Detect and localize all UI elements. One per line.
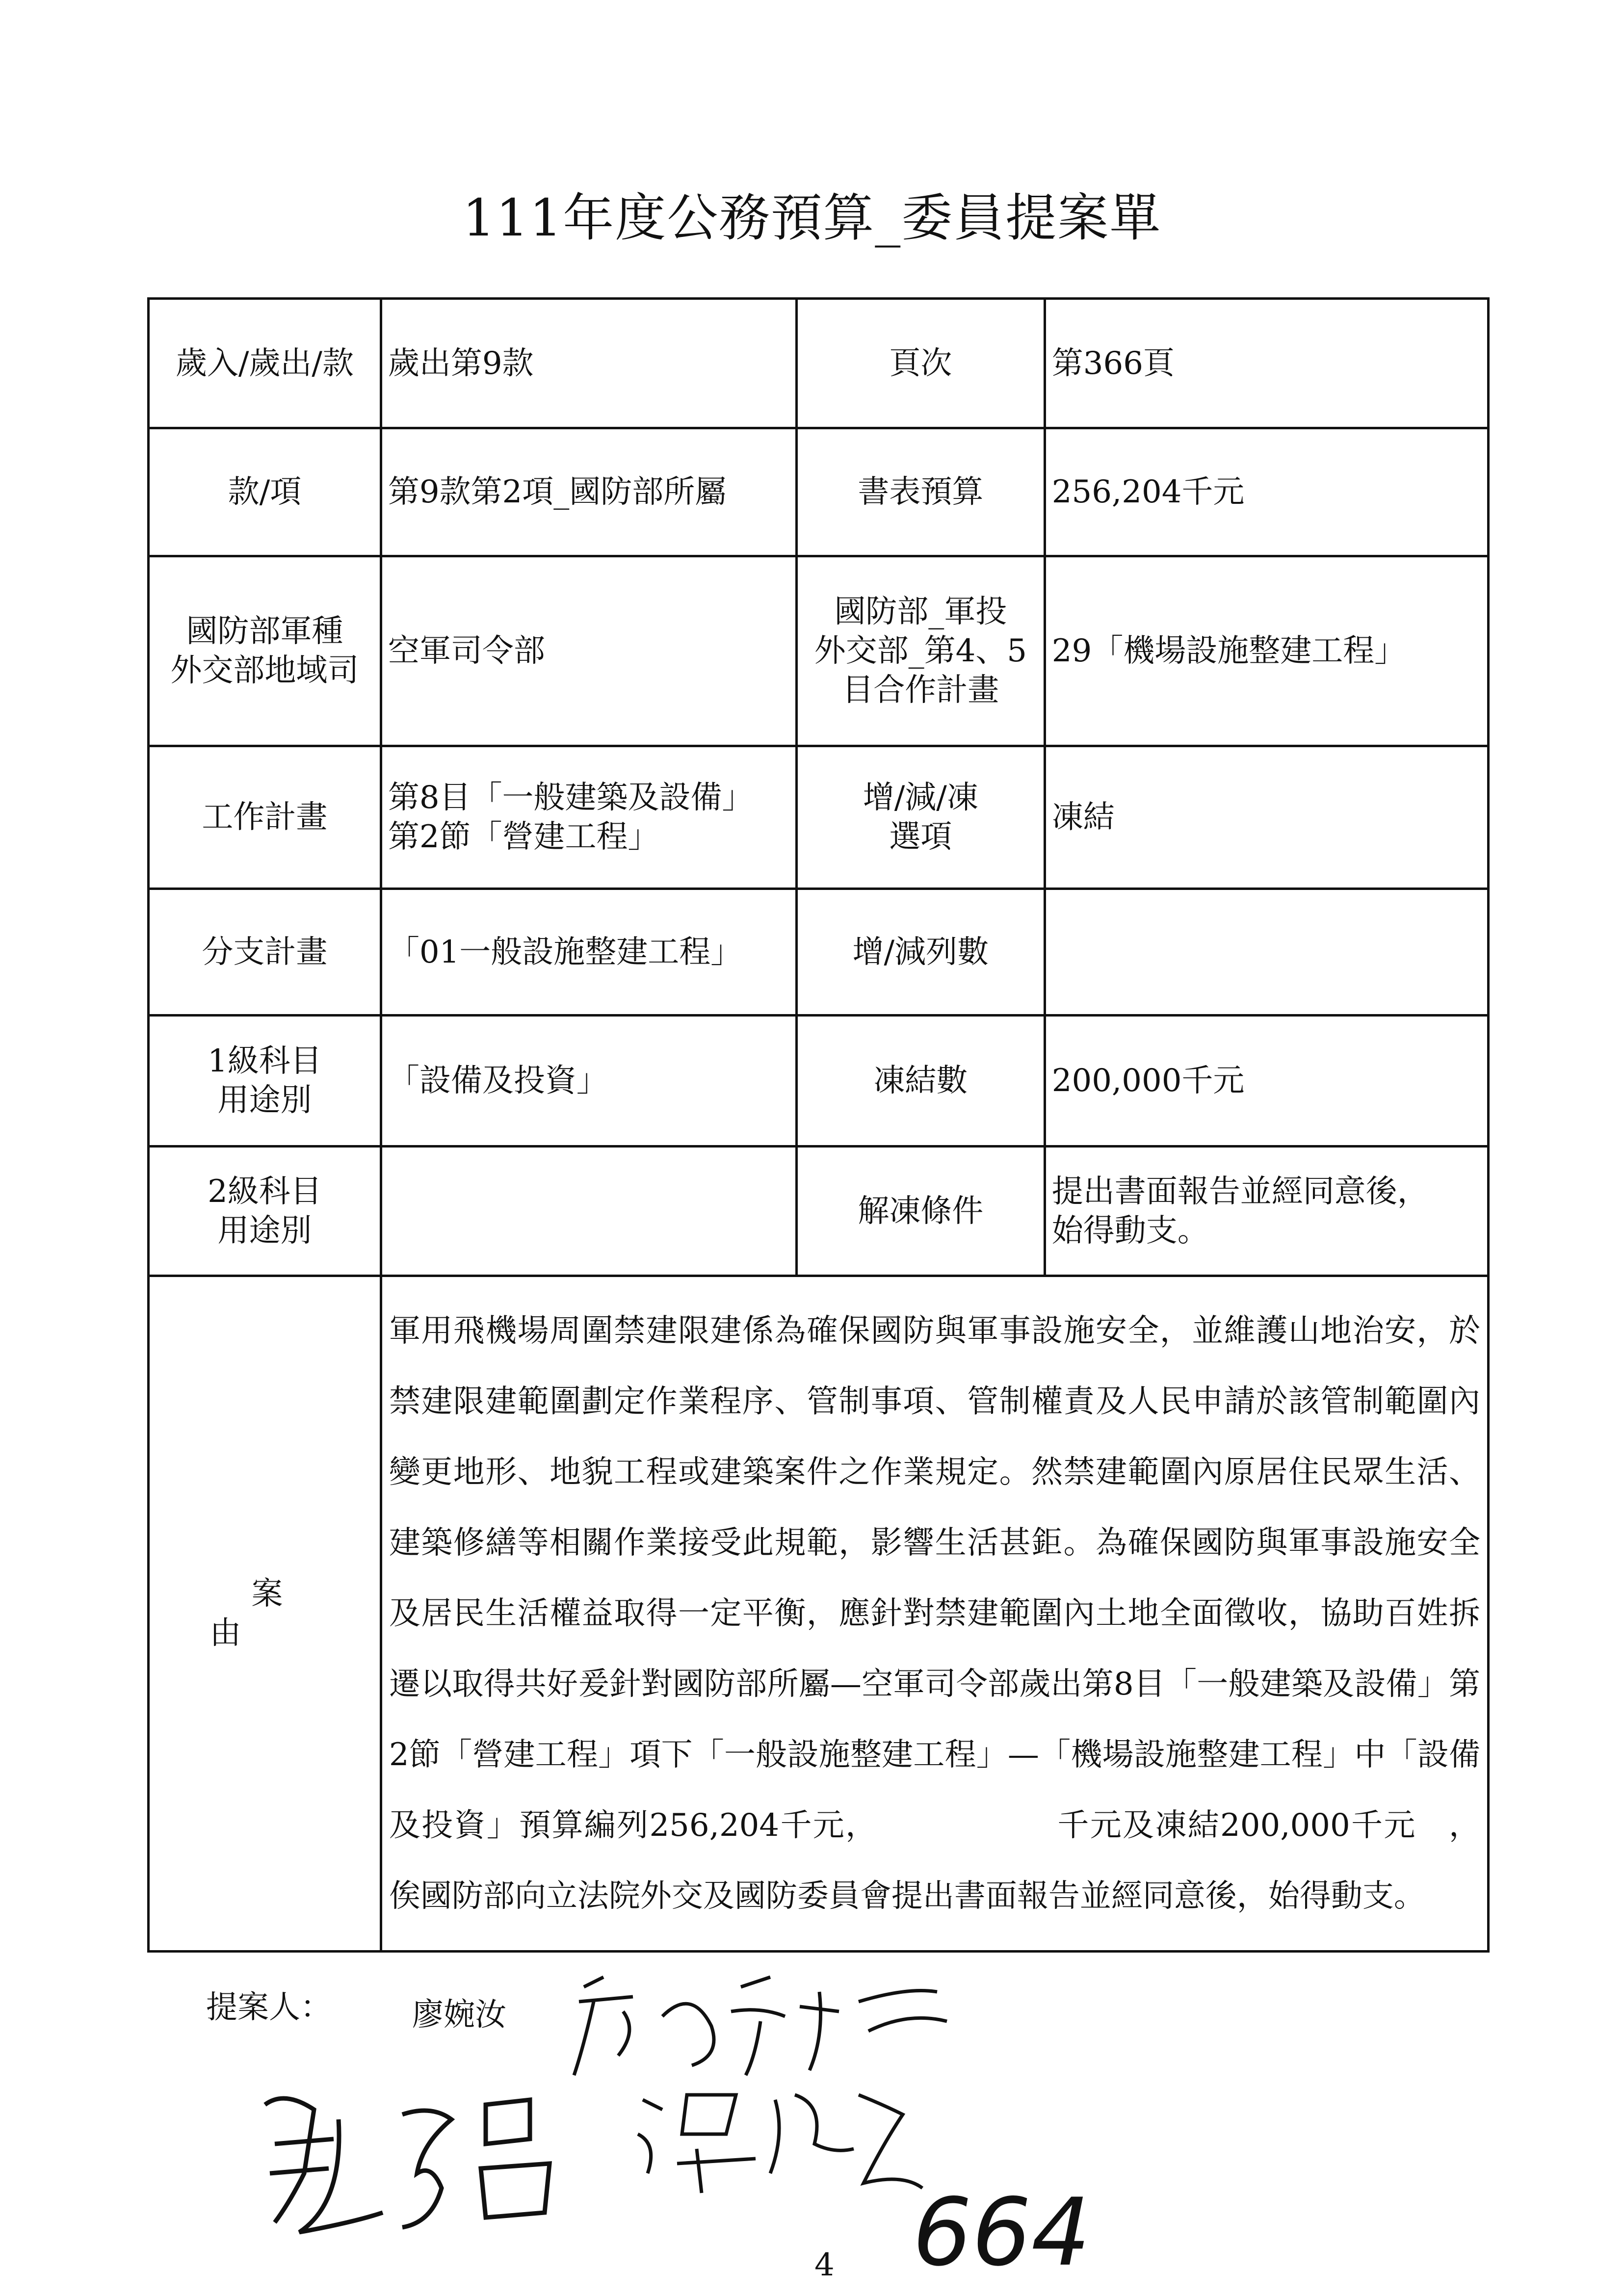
field-label: 2級科目 用途別 (149, 1147, 381, 1276)
form-row (149, 299, 1489, 428)
signature-2 (255, 2075, 599, 2242)
form-row (149, 1016, 1489, 1147)
field-value: 第8目「一般建築及設備」 第2節「營建工程」 (381, 746, 796, 889)
proposer-name: 廖婉汝 (412, 1997, 506, 2033)
proposer-label: 提案人： (206, 1989, 332, 2026)
field-value: 256,204千元 (1045, 428, 1488, 556)
page-title: 111年度公務預算_委員提案單 (462, 188, 1162, 248)
field-value: 200,000千元 (1045, 1016, 1488, 1147)
field-value: 第366頁 (1045, 299, 1488, 428)
field-value: 空軍司令部 (381, 556, 796, 746)
reason-label-text: 案由 (210, 1576, 362, 1651)
reason-label (149, 1276, 381, 1952)
field-label: 歲入/歲出/款 (149, 299, 381, 428)
form-row (149, 556, 1489, 746)
field-value: 「設備及投資」 (381, 1016, 796, 1147)
proposal-form-table (147, 297, 1490, 1953)
page-number: 4 (814, 2247, 835, 2283)
field-label: 分支計畫 (149, 889, 381, 1016)
form-row (149, 428, 1489, 556)
field-label: 1級科目 用途別 (149, 1016, 381, 1147)
field-label: 頁次 (796, 299, 1045, 428)
field-label: 國防部_軍投 外交部_第4、5 目合作計畫 (796, 556, 1045, 746)
form-row (149, 746, 1489, 889)
field-label: 工作計畫 (149, 746, 381, 889)
reason-text: 軍用飛機場周圍禁建限建係為確保國防與軍事設施安全，並維護山地治安，於禁建限建範圍劃定作業程序、管制事項、管制權責及人民申請於該管制範圍內變更地形、地貌工程或建築案件之作業規定。然禁建範圍內原居住民眾生活、建築修繕等相關作業接受此規範，影響生活甚鉅。為確保國防與軍事設施安全及居民生活權益取得一定平衡，應針對禁建範圍內土地全面徵收，協助百姓拆遷以取得共好爰針對國防部所屬—空軍司令部歲出第8目「一般建築及設備」第2節「營建工程」項下「一般設施整建工程」—「機場設施整建工程」中「設備及投資」預算編列256,204千元， 千元及凍結200,000千元 ，俟國防部向立法院外交及國防委員會提出書面報告並經同意後，始得動支。 (381, 1276, 1488, 1952)
field-value (1045, 889, 1488, 1016)
field-value: 提出書面報告並經同意後， 始得動支。 (1045, 1147, 1488, 1276)
field-label: 增/減/凍 選項 (796, 746, 1045, 889)
field-value: 29「機場設施整建工程」 (1045, 556, 1488, 746)
field-value: 第9款第2項_國防部所屬 (381, 428, 796, 556)
field-label: 增/減列數 (796, 889, 1045, 1016)
field-value (381, 1147, 796, 1276)
field-label: 書表預算 (796, 428, 1045, 556)
form-row (149, 889, 1489, 1016)
field-value: 「01一般設施整建工程」 (381, 889, 796, 1016)
form-row (149, 1147, 1489, 1276)
signature-1 (564, 1957, 957, 2085)
field-label: 國防部軍種 外交部地域司 (149, 556, 381, 746)
field-label: 款/項 (149, 428, 381, 556)
field-value: 歲出第9款 (381, 299, 796, 428)
field-label: 解凍條件 (796, 1147, 1045, 1276)
handwritten-number: 664 (913, 2178, 1091, 2287)
field-value: 凍結 (1045, 746, 1488, 889)
reason-row (149, 1276, 1489, 1952)
signature-3 (628, 2075, 932, 2203)
field-label: 凍結數 (796, 1016, 1045, 1147)
